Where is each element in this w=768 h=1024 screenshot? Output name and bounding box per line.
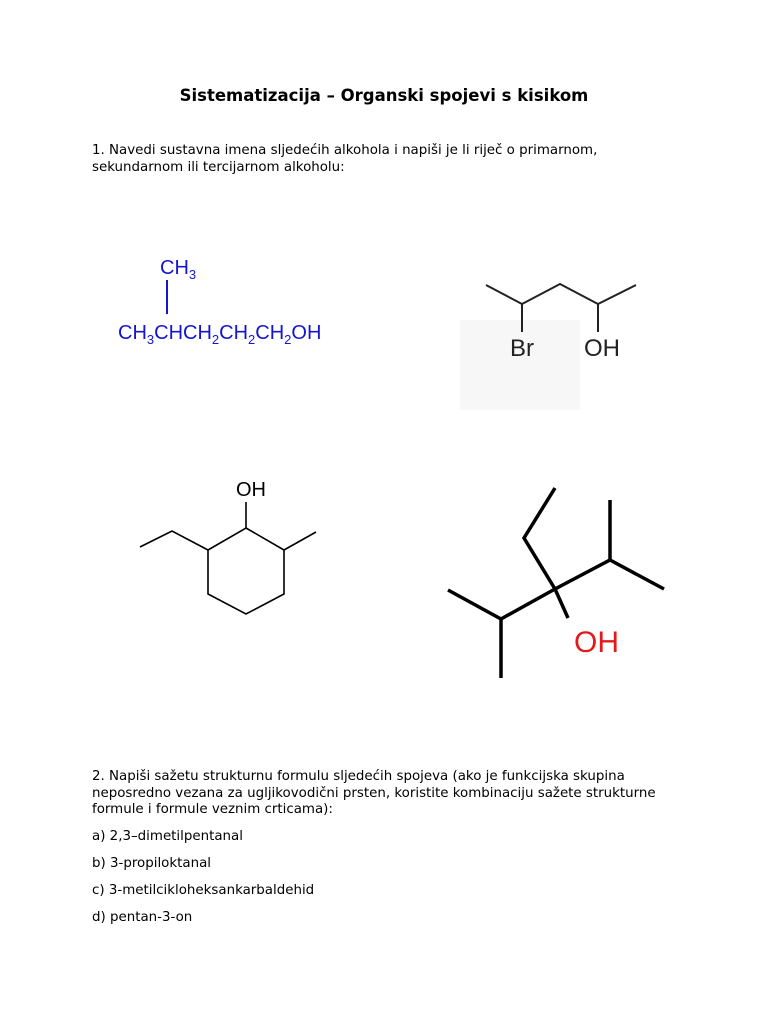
s3-methyl xyxy=(284,532,316,550)
s3-ring xyxy=(208,528,284,614)
s2-watermark xyxy=(460,320,580,410)
s2-oh-label: OH xyxy=(584,335,620,362)
question-2-item-d: d) pentan-3-on xyxy=(92,910,193,925)
s1-ch3-top: $CH_3$ xyxy=(160,257,197,282)
s4-oh-label: OH xyxy=(574,626,619,659)
s2-chain xyxy=(486,284,636,304)
structure-1-condensed-formula xyxy=(110,250,370,360)
s3-oh-label: OH xyxy=(236,479,266,501)
structure-2-skeletal xyxy=(460,270,660,420)
question-2-text: 2. Napiši sažetu strukturnu formulu sljedećih spojeva (ako je funkcijska skupina neposredno vezana za ugljikovodični prsten, koristite kombinaciju sažete strukturne formule i formule veznim crticama): xyxy=(92,769,656,817)
structure-4-skeletal xyxy=(440,480,680,690)
question-2-item-b: b) 3-propiloktanal xyxy=(92,856,211,871)
question-2-item-c: c) 3-metilcikloheksankarbaldehid xyxy=(92,883,315,898)
question-1-text: 1. Navedi sustavna imena sljedećih alkohola i napiši je li riječ o primarnom, sekundarnom ili tercijarnom alkoholu: xyxy=(92,143,598,175)
s2-br-label: Br xyxy=(510,335,534,362)
question-2-item-a: a) 2,3–dimetilpentanal xyxy=(92,829,243,844)
s3-ethyl xyxy=(140,531,208,550)
s1-main-chain: $CH_3CHCH_2CH_2CH_2OH$ xyxy=(118,322,322,347)
structure-3-cyclohexanol xyxy=(130,470,330,620)
page-title: Sistematizacija – Organski spojevi s kisikom xyxy=(179,86,589,105)
